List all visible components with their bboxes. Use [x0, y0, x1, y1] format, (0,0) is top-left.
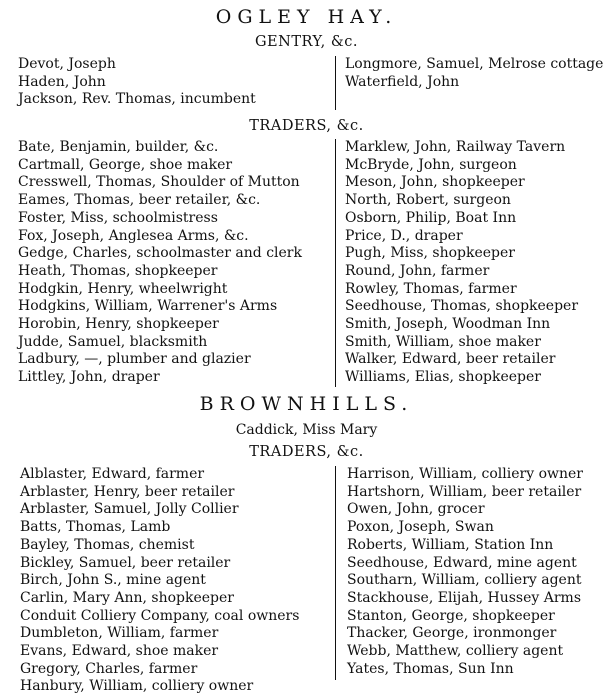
ogley-hay-gentry-heading: GENTRY, &c. [254, 34, 359, 50]
trader-entry: Marklew, John, Railway Tavern [345, 139, 566, 155]
trader-entry: Arblaster, Samuel, Jolly Collier [20, 501, 239, 518]
trader-entry: Conduit Colliery Company, coal owners [20, 607, 300, 624]
ogley-hay-title: OGLEY HAY. [215, 6, 398, 28]
ogley-hay-traders-heading: TRADERS, &c. [249, 118, 364, 134]
trader-entry: Poxon, Joseph, Swan [347, 519, 494, 536]
trader-entry: Rowley, Thomas, farmer [345, 280, 517, 297]
ogley-hay-traders-right [345, 139, 578, 387]
gentry-entry: Waterfield, John [345, 73, 460, 90]
trader-entry: Williams, Elias, shopkeeper [345, 369, 541, 386]
trader-entry: Pugh, Miss, shopkeeper [345, 245, 515, 262]
ogley-hay-traders-left [18, 139, 302, 387]
trader-entry: Harrison, William, colliery owner [347, 466, 583, 482]
gentry-entry: Longmore, Samuel, Melrose cottage [345, 56, 604, 72]
trader-entry: Meson, John, shopkeeper [345, 174, 525, 191]
trader-entry: Seedhouse, Thomas, shopkeeper [345, 298, 579, 315]
trader-entry: Evans, Edward, shoe maker [20, 643, 219, 660]
trader-entry: Yates, Thomas, Sun Inn [347, 660, 514, 677]
trader-entry: Heath, Thomas, shopkeeper [18, 262, 218, 279]
trader-entry: Bate, Benjamin, builder, &c. [18, 139, 219, 155]
trader-entry: Alblaster, Edward, farmer [20, 466, 205, 482]
trader-entry: Hartshorn, William, beer retailer [347, 483, 582, 500]
trader-entry: Fox, Joseph, Anglesea Arms, &c. [18, 227, 249, 244]
trader-entry: Stackhouse, Elijah, Hussey Arms [347, 589, 582, 606]
brownhills-traders-heading: TRADERS, &c. [249, 444, 364, 460]
trader-entry: Gedge, Charles, schoolmaster and clerk [18, 245, 302, 262]
trader-entry: Hanbury, William, colliery owner [20, 678, 254, 695]
trader-entry: Thacker, George, ironmonger [347, 625, 557, 642]
brownhills-gentry-entry: Caddick, Miss Mary [235, 422, 378, 438]
column-divider [335, 56, 336, 110]
trader-entry: Bayley, Thomas, chemist [20, 536, 195, 553]
ogley-hay-gentry-left [18, 56, 256, 109]
trader-entry: Hodgkins, William, Warrener's Arms [18, 298, 278, 315]
trader-entry: Carlin, Mary Ann, shopkeeper [20, 589, 234, 606]
trader-entry: Osborn, Philip, Boat Inn [345, 209, 517, 226]
trader-entry: Walker, Edward, beer retailer [345, 351, 556, 368]
trader-entry: Smith, William, shoe maker [345, 333, 541, 350]
trader-entry: Ladbury, —, plumber and glazier [18, 351, 251, 368]
trader-entry: Hodgkin, Henry, wheelwright [18, 280, 228, 297]
trader-entry: Bickley, Samuel, beer retailer [20, 554, 231, 571]
trader-entry: Stanton, George, shopkeeper [347, 607, 555, 624]
trader-entry: Southarn, William, colliery agent [347, 572, 582, 589]
trader-entry: Littley, John, draper [18, 369, 160, 386]
trader-entry: Horobin, Henry, shopkeeper [18, 316, 219, 333]
column-divider [335, 139, 336, 387]
trader-entry: Owen, John, grocer [347, 501, 485, 518]
trader-entry: Dumbleton, William, farmer [20, 625, 219, 642]
trader-entry: Seedhouse, Edward, mine agent [347, 554, 577, 571]
trader-entry: Smith, Joseph, Woodman Inn [345, 316, 551, 333]
brownhills-title: BROWNHILLS. [199, 393, 414, 415]
trader-entry: Batts, Thomas, Lamb [20, 519, 171, 536]
trader-entry: McBryde, John, surgeon [345, 156, 517, 173]
trader-entry: Foster, Miss, schoolmistress [18, 209, 218, 226]
trader-entry: Price, D., draper [345, 227, 463, 244]
trader-entry: Webb, Matthew, colliery agent [347, 643, 564, 660]
trader-entry: Cartmall, George, shoe maker [18, 156, 233, 173]
trader-entry: Judde, Samuel, blacksmith [18, 333, 208, 350]
trader-entry: Roberts, William, Station Inn [347, 536, 554, 553]
gentry-entry: Devot, Joseph [18, 56, 116, 72]
gentry-entry: Haden, John [18, 73, 106, 90]
trader-entry: Cresswell, Thomas, Shoulder of Mutton [18, 174, 300, 191]
brownhills-traders-left [20, 466, 299, 696]
trader-entry: Eames, Thomas, beer retailer, &c. [18, 192, 261, 209]
gentry-entry: Jackson, Rev. Thomas, incumbent [18, 91, 256, 108]
trader-entry: North, Robert, surgeon [345, 192, 511, 209]
trader-entry: Gregory, Charles, farmer [20, 660, 198, 677]
trader-entry: Round, John, farmer [345, 262, 490, 279]
ogley-hay-gentry-right [345, 56, 603, 91]
trader-entry: Arblaster, Henry, beer retailer [20, 483, 235, 500]
trader-entry: Birch, John S., mine agent [20, 572, 206, 589]
brownhills-traders-right [347, 466, 583, 678]
column-divider [335, 466, 336, 680]
